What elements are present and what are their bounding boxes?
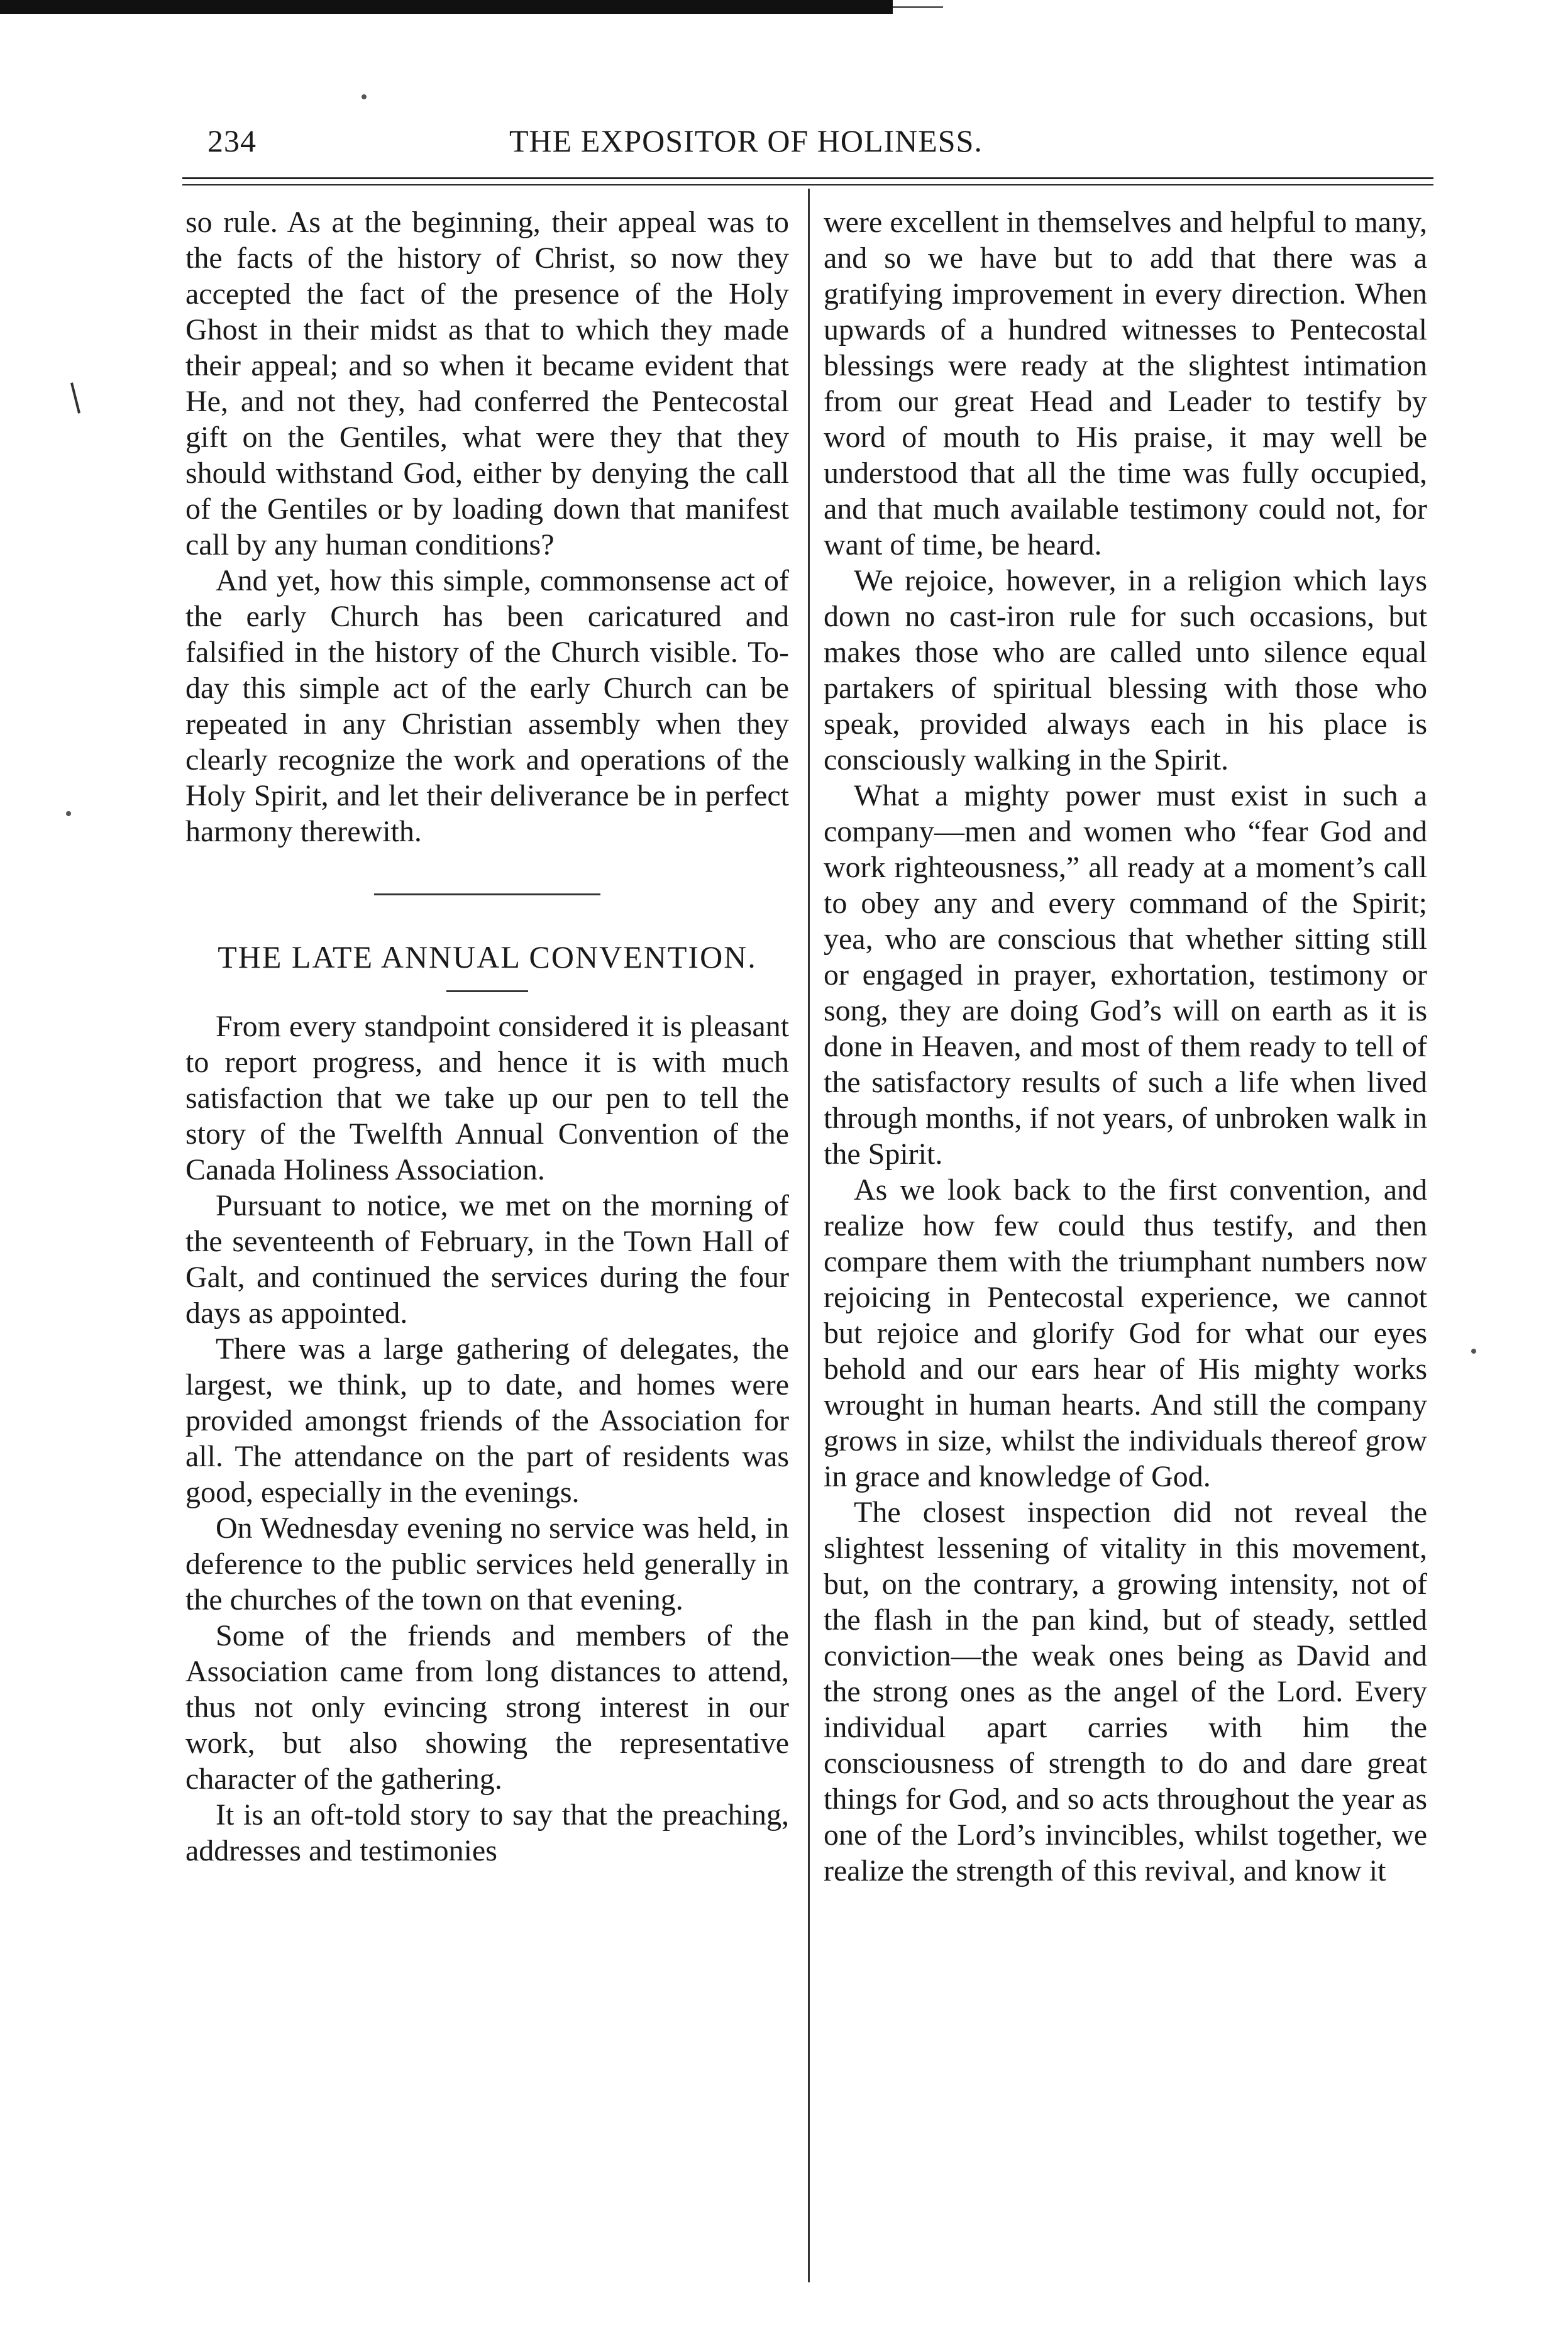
column-divider — [808, 189, 810, 2282]
section-title: THE LATE ANNUAL CONVENTION. — [218, 939, 757, 975]
paragraph: The closest inspection did not reveal the slightest lessening of vitality in this movement, but, on the contrary, a growing intensity, not of the flash in the pan kind, but of steady, settled conviction—the weak ones being as David and the strong ones as the angel of the Lord. Every individual apart carries with him the consciousness of strength to do and dare great things for God, and so acts throughout the year as one of the Lord’s invincibles, whilst together, we realize the strength of this revival, and know it — [824, 1496, 1427, 1888]
header-rule — [182, 177, 1433, 179]
section-divider — [374, 893, 600, 895]
ink-speck — [1471, 1349, 1476, 1354]
paragraph: As we look back to the first convention, and realize how few could thus testify, and then compare them with the triumphant numbers now rejoicing in Pentecostal experience, we cannot but rejoice and glorify God for what our eyes behold and our ears hear of His mighty works wrought in human hearts. And still the company grows in size, whilst the individuals thereof grow in grace and knowledge of God. — [824, 1173, 1427, 1493]
paragraph: From every standpoint considered it is pleasant to report progress, and hence it is with much satisfaction that we take up our pen to tell the story of the Twelfth Annual Convention of the Canada Holiness Association. — [185, 1010, 789, 1186]
paragraph: Pursuant to notice, we met on the morning of the seventeenth of February, in the Town Hall of Galt, and continued the services during the four days as appointed. — [185, 1189, 789, 1330]
paragraph: On Wednesday evening no service was held, in deference to the public services held generally in the churches of the town on that evening. — [185, 1512, 789, 1617]
top-border-rule — [0, 0, 893, 14]
paragraph: It is an oft-told story to say that the preaching, addresses and testimonies — [185, 1798, 789, 1867]
page-header — [182, 116, 1433, 167]
right-column — [824, 204, 1427, 1889]
paragraph: so rule. As at the beginning, their appeal was to the facts of the history of Christ, so now they accepted the fact of the presence of the Holy Ghost in their midst as that to which they made their appeal; and so when it became evident that He, and not they, had conferred the Pentecostal gift on the Gentiles, what were they that they should withstand God, either by denying the call of the Gentiles or by loading down that manifest call by any human conditions? — [185, 206, 789, 561]
paragraph: There was a large gathering of delegates, the largest, we think, up to date, and homes were provided amongst friends of the Association for all. The attendance on the part of residents was good, especially in the evenings. — [185, 1332, 789, 1509]
top-border-tail — [893, 6, 943, 8]
paragraph: were excellent in themselves and helpful to many, and so we have but to add that there was a gratifying improvement in every direction. When upwards of a hundred witnesses to Pentecostal blessings were ready at the slightest intimation from our great Head and Leader to testify by word of mouth to His praise, it may well be understood that all the time was fully occupied, and that much available testimony could not, for want of time, be heard. — [824, 206, 1427, 561]
left-column — [185, 204, 789, 1869]
page-number: 234 — [207, 123, 257, 158]
margin-mark — [70, 382, 80, 413]
paragraph: What a mighty power must exist in such a company—men and women who “fear God and work righteousness,” all ready at a moment’s call to obey any and every command of the Spirit; yea, who are conscious that whether sitting still or engaged in prayer, exhortation, testimony or song, they are doing God’s will on earth as it is done in Heaven, and most of them ready to tell of the satisfactory results of such a life when lived through months, if not years, of unbroken walk in the Spirit. — [824, 779, 1427, 1171]
header-rule-double — [182, 184, 1433, 185]
paragraph: We rejoice, however, in a religion which lays down no cast-iron rule for such occasions, but makes those who are called unto silence equal partakers of spiritual blessing with those who speak, provided always each in his place is consciously walking in the Spirit. — [824, 564, 1427, 777]
paragraph: Some of the friends and members of the Association came from long distances to attend, thus not only evincing strong interest in our work, but also showing the representative character of the gathering. — [185, 1619, 789, 1796]
paragraph: And yet, how this simple, commonsense act of the early Church has been caricatured and falsified in the history of the Church visible. To-day this simple act of the early Church can be repeated in any Christian assembly when they clearly recognize the work and operations of the Holy Spirit, and let their deliverance be in perfect harmony therewith. — [185, 564, 789, 848]
title-underline — [446, 990, 528, 992]
running-head: THE EXPOSITOR OF HOLINESS. — [509, 123, 983, 158]
ink-speck — [66, 811, 71, 816]
ink-speck — [362, 94, 367, 99]
